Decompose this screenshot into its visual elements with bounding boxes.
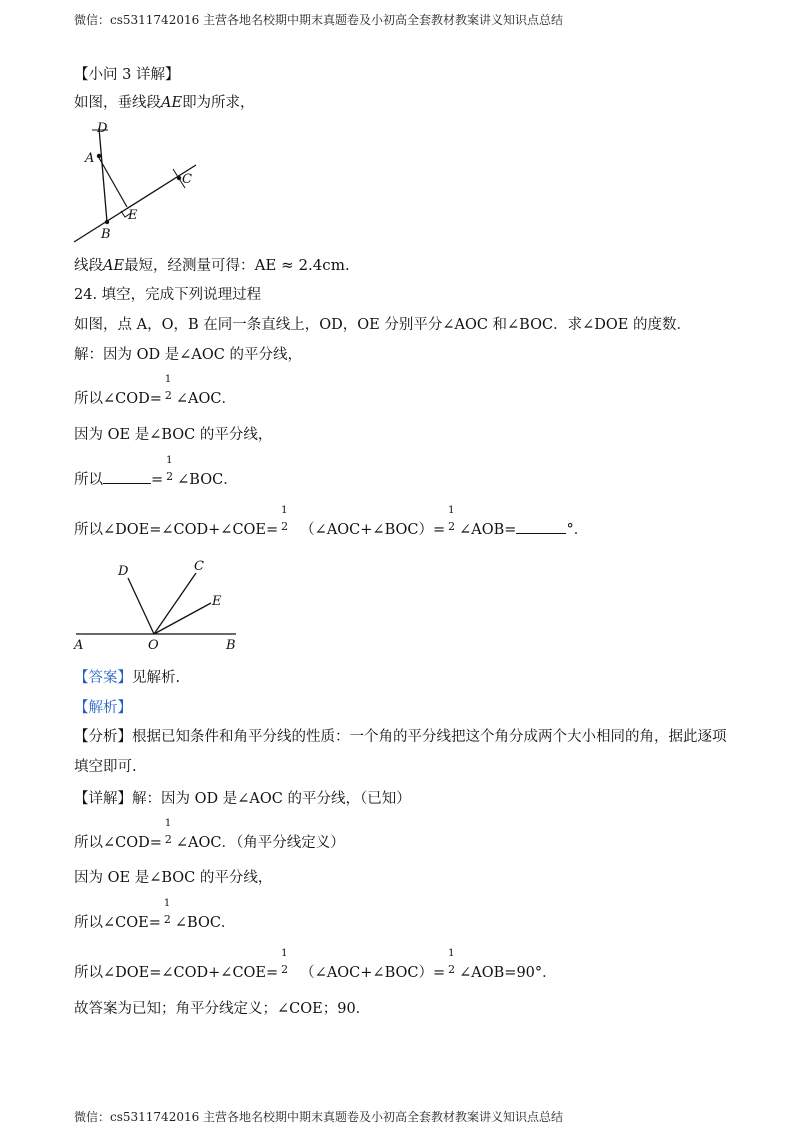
detail-line2 — [74, 818, 345, 852]
q24-line5-mid: （∠AOC+∠BOC）= — [300, 522, 446, 538]
detail-line5-pre: 所以∠DOE=∠COD+∠COE= — [74, 965, 279, 981]
q24-stem: 如图，点 A，O，B 在同一条直线上，OD，OE 分别平分∠AOC 和∠BOC．求∠DOE 的度数． — [74, 317, 691, 333]
q24-line5-mid2: ∠AOB= — [459, 522, 517, 538]
fraction-half: 1 2 — [164, 374, 172, 402]
q24-line2-post: ∠AOC． — [175, 391, 237, 407]
q3-result — [74, 256, 350, 275]
fig1-label-a: A — [85, 151, 95, 166]
q3-line1 — [74, 94, 255, 112]
q24-line4-post: ∠BOC． — [177, 472, 238, 488]
fig2-label-d: D — [118, 564, 129, 579]
detail-line4-post: ∠BOC． — [174, 915, 236, 931]
fraction-half: 1 2 — [166, 455, 174, 483]
detail-line1-text: 解：因为 OD 是∠AOC 的平分线，（已知） — [132, 791, 411, 807]
fraction-half: 1 2 — [281, 948, 289, 976]
fenxi-tag: 【分析】 — [74, 729, 132, 745]
detail-line4-pre: 所以∠COE= — [74, 915, 161, 931]
answer-blank-1[interactable] — [103, 469, 151, 484]
answer-blank-2[interactable] — [516, 519, 566, 534]
detail-line5 — [74, 948, 557, 982]
fig2-label-c: C — [194, 559, 204, 574]
detail-line2-pre: 所以∠COD= — [74, 835, 162, 851]
q24-line4-pre: 所以 — [74, 472, 103, 488]
angle-bisector-figure — [70, 556, 250, 652]
fraction-half: 1 2 — [281, 505, 289, 533]
q3-line1-pre: 如图，垂线段 — [74, 95, 161, 111]
perpendicular-figure — [70, 118, 210, 246]
fig2-label-a: A — [74, 638, 84, 652]
detail-line5-post: ∠AOB=90°． — [459, 965, 557, 981]
fig2-label-e: E — [212, 594, 222, 609]
q3-result-post: . — [344, 258, 350, 274]
answer-line — [74, 669, 180, 687]
answer-text: 见解析. — [132, 670, 181, 686]
q24-line2-pre: 所以∠COD= — [74, 391, 162, 407]
fenxi-text: 根据已知条件和角平分线的性质：一个角的平分线把这个角分成两个大小相同的角，据此逐项填空即可. — [74, 729, 727, 775]
q3-title: 【小问 3 详解】 — [74, 67, 180, 83]
q24-line4 — [74, 455, 238, 489]
q24-line4-mid: = — [151, 472, 164, 488]
q24-title: 24. 填空，完成下列说理过程 — [74, 287, 262, 303]
q3-result-var: AE — [103, 258, 125, 274]
q3-line1-post: 即为所求， — [182, 95, 255, 111]
fig1-label-c: C — [182, 172, 192, 187]
detail-line1 — [74, 790, 411, 808]
q3-result-pre: 线段 — [74, 258, 103, 274]
analysis-tag: 【解析】 — [74, 700, 132, 716]
answer-tag: 【答案】 — [74, 670, 132, 686]
page-header: 微信：cs5311742016 主营各地名校期中期末真题卷及小初高全套教材教案讲义知识点总结 — [74, 13, 564, 27]
q24-line5-pre: 所以∠DOE=∠COD+∠COE= — [74, 522, 279, 538]
detail-line4 — [74, 898, 236, 932]
q3-result-expr: AE ≈ 2.4cm — [254, 256, 345, 274]
fig1-label-e: E — [128, 208, 138, 223]
fig2-label-b: B — [226, 638, 236, 652]
fraction-half: 1 2 — [163, 898, 171, 926]
detail-line5-mid: （∠AOC+∠BOC）= — [300, 965, 446, 981]
detail-line3: 因为 OE 是∠BOC 的平分线， — [74, 870, 273, 886]
fraction-half: 1 2 — [448, 948, 456, 976]
q24-line1: 解：因为 OD 是∠AOC 的平分线， — [74, 347, 302, 363]
detail-line6: 故答案为已知；角平分线定义；∠COE；90． — [74, 1001, 371, 1017]
q24-line5-post: °． — [566, 522, 589, 538]
fig1-label-d: D — [97, 121, 108, 136]
q3-result-mid: 最短，经测量可得： — [124, 258, 255, 274]
q24-line2 — [74, 374, 237, 408]
fraction-half: 1 2 — [164, 818, 172, 846]
fenxi-paragraph — [74, 722, 734, 782]
q3-line1-var: AE — [161, 95, 183, 111]
fraction-half: 1 2 — [448, 505, 456, 533]
page-footer: 微信：cs5311742016 主营各地名校期中期末真题卷及小初高全套教材教案讲义知识点总结 — [74, 1110, 564, 1124]
fig2-label-o: O — [148, 638, 159, 652]
q24-line3: 因为 OE 是∠BOC 的平分线， — [74, 427, 273, 443]
detail-line2-post: ∠AOC．（角平分线定义） — [175, 835, 345, 851]
detail-tag: 【详解】 — [74, 791, 132, 807]
q24-line5 — [74, 505, 589, 539]
fig1-label-b: B — [101, 227, 111, 242]
